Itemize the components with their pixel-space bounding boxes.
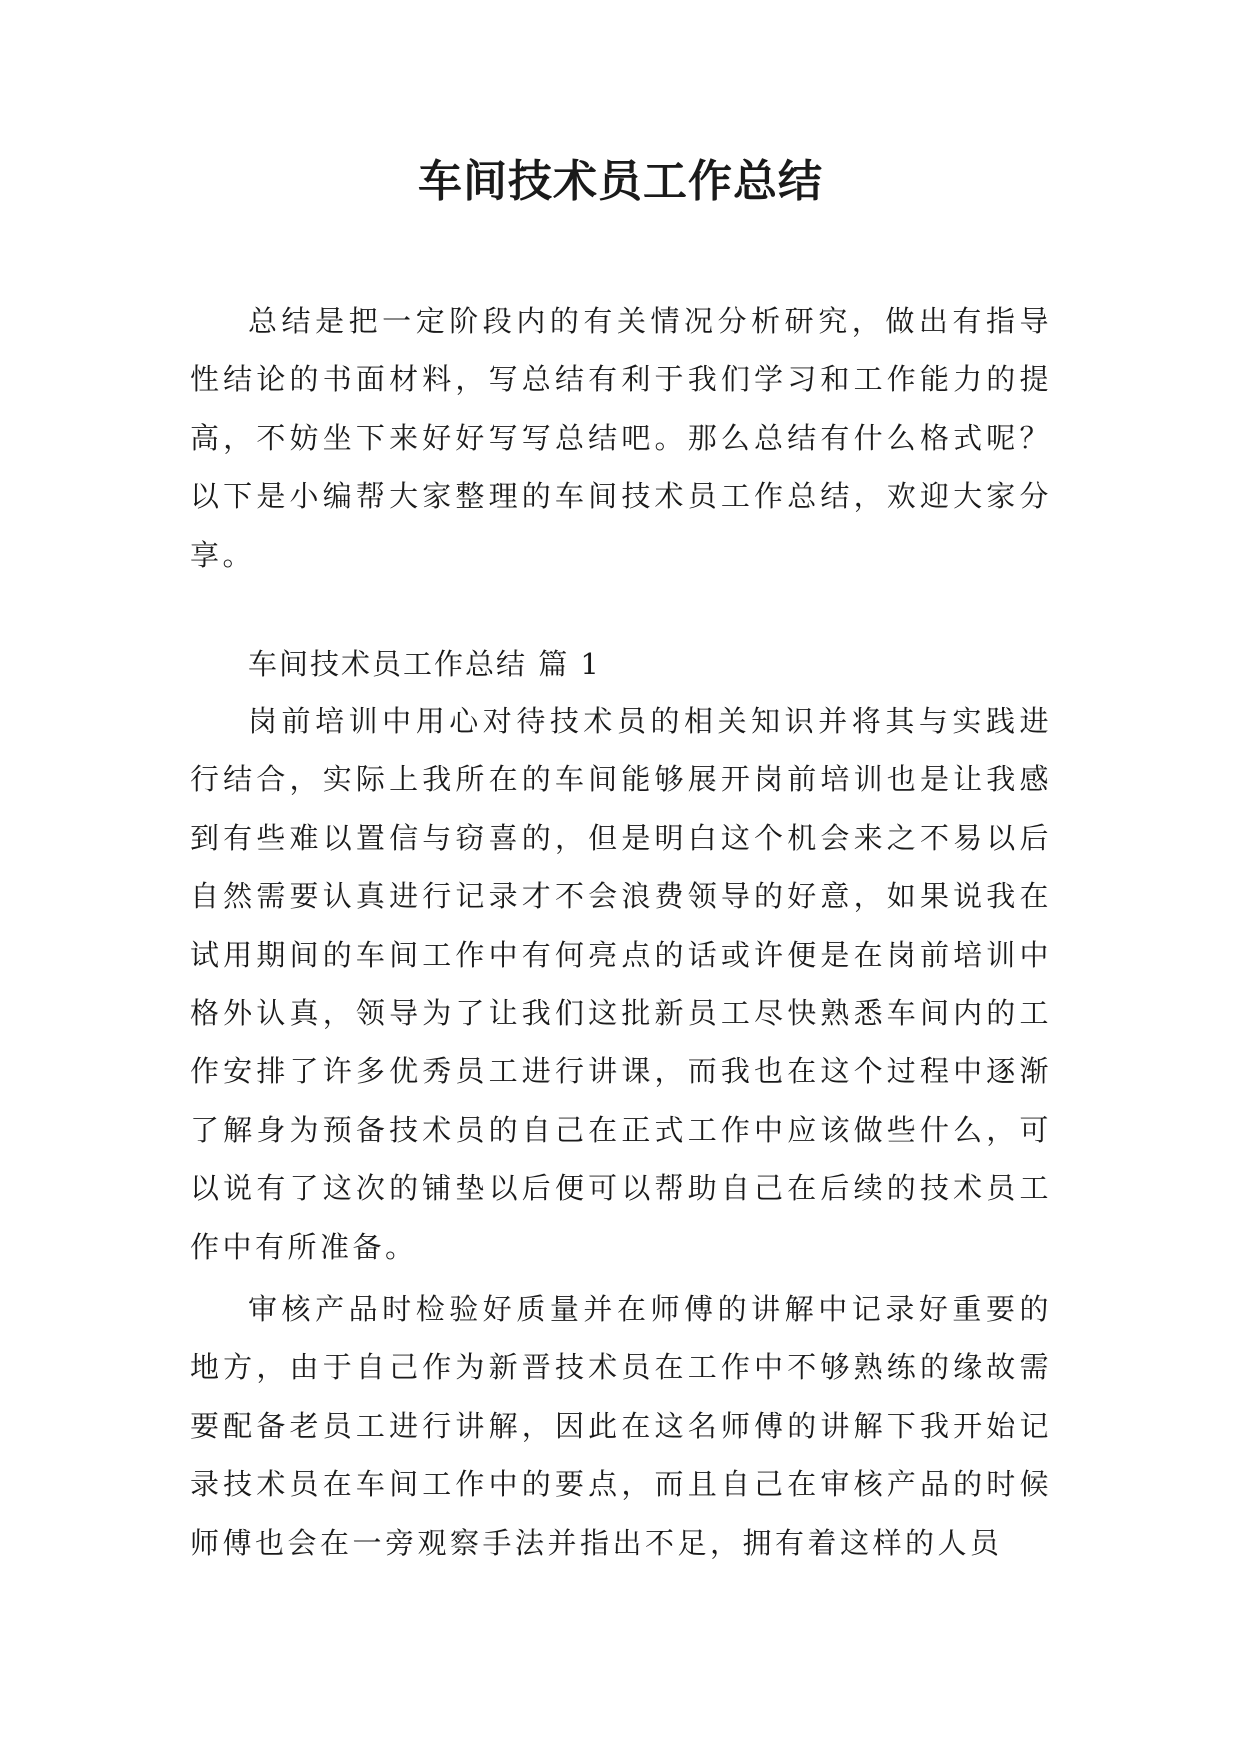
body-paragraph-1: 岗前培训中用心对待技术员的相关知识并将其与实践进行结合，实际上我所在的车间能够展开岗前培训也是让我感到有些难以置信与窃喜的，但是明白这个机会来之不易以后自然需要认真进行记录才不会浪费领导的好意，如果说我在试用期间的车间工作中有何亮点的话或许便是在岗前培训中格外认真，领导为了让我们这批新员工尽快熟悉车间内的工作安排了许多优秀员工进行讲课，而我也在这个过程中逐渐了解身为预备技术员的自己在正式工作中应该做些什么，可以说有了这次的铺垫以后便可以帮助自己在后续的技术员工作中有所准备。	[190, 704, 1052, 1264]
document-title: 车间技术员工作总结	[418, 156, 823, 207]
body-paragraph-2: 审核产品时检验好质量并在师傅的讲解中记录好重要的地方，由于自己作为新晋技术员在工作中不够熟练的缘故需要配备老员工进行讲解，因此在这名师傅的讲解下我开始记录技术员在车间工作中的要点，而且自己在审核产品的时候师傅也会在一旁观察手法并指出不足，拥有着这样的人员	[190, 1292, 1052, 1560]
section-heading: 车间技术员工作总结 篇 1	[248, 647, 601, 681]
intro-paragraph: 总结是把一定阶段内的有关情况分析研究，做出有指导性结论的书面材料，写总结有利于我们学习和工作能力的提高，不妨坐下来好好写写总结吧。那么总结有什么格式呢？以下是小编帮大家整理的车间技术员工作总结，欢迎大家分享。	[190, 304, 1052, 572]
